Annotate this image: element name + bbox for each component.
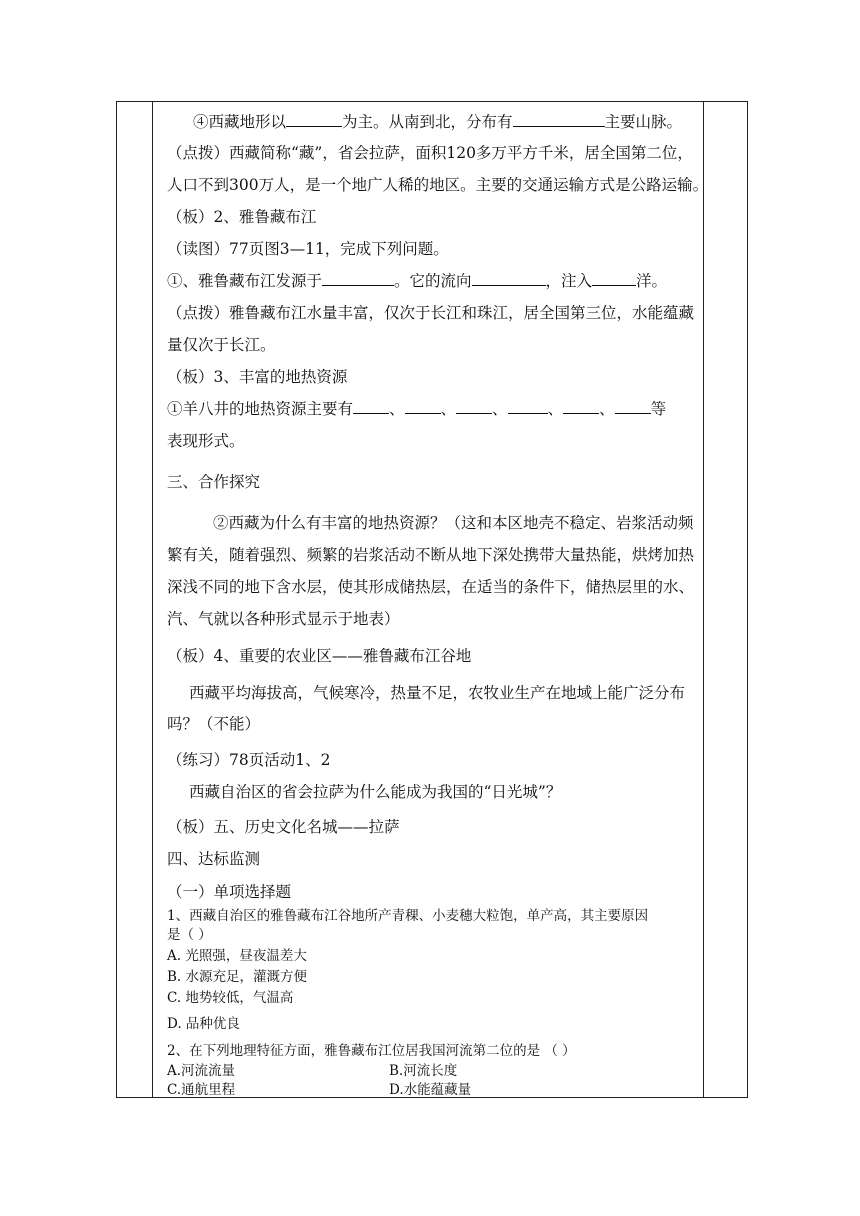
column-divider-right [703, 102, 704, 1097]
text-line: 吗？（不能） [167, 715, 261, 733]
text-line: 人口不到300万人，是一个地广人稀的地区。主要的交通运输方式是公路运输。 [167, 176, 709, 194]
option-a: A.河流流量 [167, 1063, 236, 1079]
text-line: 表现形式。 [167, 432, 245, 450]
section-heading: （一）单项选择题 [167, 883, 292, 901]
question-1: 1、西藏自治区的雅鲁藏布江谷地所产青稞、小麦穗大粒饱，单产高，其主要原因 [167, 908, 649, 924]
text-line: ①羊八井的地热资源主要有 、 、 、 、 、 等 [167, 400, 667, 418]
section-heading: 四、达标监测 [167, 850, 261, 868]
option-a: A. 光照强，昼夜温差大 [167, 948, 307, 964]
option-c: C. 地势较低，气温高 [167, 990, 294, 1006]
section-heading: （板）2、雅鲁藏布江 [167, 208, 317, 226]
fill-blank [563, 399, 599, 414]
fill-blank [353, 399, 389, 414]
question-1-cont: 是（ ） [167, 927, 212, 943]
text-line: 量仅次于长江。 [167, 336, 276, 354]
fill-blank [615, 399, 651, 414]
option-row [167, 1062, 458, 1080]
column-divider-left [152, 102, 153, 1097]
section-heading: （板）4、重要的农业区——雅鲁藏布江谷地 [167, 647, 472, 665]
text-line: （点拨）雅鲁藏布江水量丰富，仅次于长江和珠江，居全国第三位，水能蕴藏 [167, 304, 695, 322]
option-d: D.水能蕴藏量 [389, 1082, 472, 1098]
section-heading: 三、合作探究 [167, 473, 261, 491]
lesson-table [116, 101, 748, 1098]
text-line: （点拨）西藏简称“藏”，省会拉萨，面积120多万平方千米，居全国第二位， [167, 144, 693, 162]
text-line: 深浅不同的地下含水层，使其形成储热层，在适当的条件下，储热层里的水、 [167, 578, 695, 596]
text-line: ②西藏为什么有丰富的地热资源？（这和本区地壳不稳定、岩浆活动频 [213, 514, 694, 532]
fill-blank [286, 112, 342, 127]
text-line: ①、雅鲁藏布江发源于 。它的流向 ，注入 洋。 [167, 272, 668, 290]
option-c: C.通航里程 [167, 1082, 236, 1098]
option-b: B. 水源充足，灌溉方便 [167, 969, 308, 985]
text-line: 西藏平均海拔高，气候寒冷，热量不足，农牧业生产在地域上能广泛分布 [189, 684, 686, 702]
fill-blank [472, 271, 546, 286]
text-line: 西藏自治区的省会拉萨为什么能成为我国的“日光城”？ [189, 783, 562, 801]
text-line: ④西藏地形以 为主。从南到北，分布有 主要山脉。 [193, 113, 683, 131]
fill-blank [405, 399, 441, 414]
fill-blank [592, 271, 636, 286]
text-line: （练习）78页活动1、2 [167, 751, 331, 769]
fill-blank [456, 399, 492, 414]
text-line: 繁有关，随着强烈、频繁的岩浆活动不断从地下深处携带大量热能，烘烤加热 [167, 546, 695, 564]
option-b: B.河流长度 [389, 1063, 458, 1079]
text-line: （读图）77页图3—11，完成下列问题。 [167, 240, 449, 258]
fill-blank [508, 399, 548, 414]
section-heading: （板）3、丰富的地热资源 [167, 368, 348, 386]
fill-blank [322, 271, 394, 286]
option-row [167, 1081, 472, 1099]
fill-blank [513, 112, 605, 127]
section-heading: （板）五、历史文化名城——拉萨 [167, 818, 400, 836]
text-line: 汽、气就以各种形式显示于地表） [167, 610, 400, 628]
option-d: D. 品种优良 [167, 1016, 240, 1032]
question-2: 2、在下列地理特征方面，雅鲁藏布江位居我国河流第二位的是 （ ） [167, 1043, 576, 1059]
